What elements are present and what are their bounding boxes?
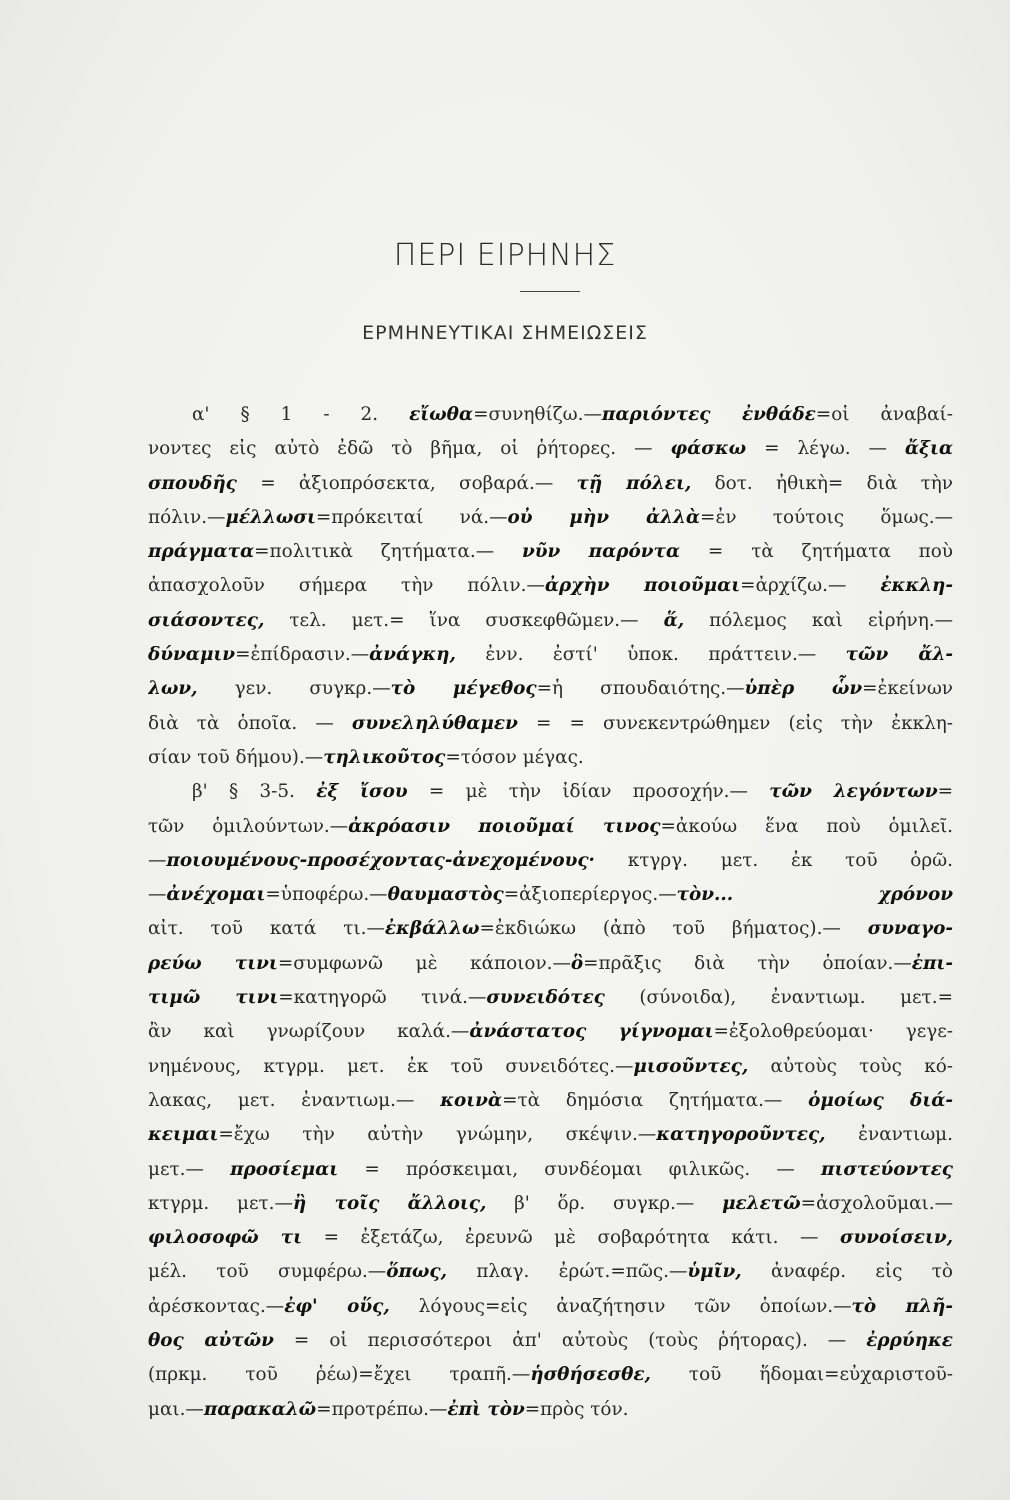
gloss-text: =οἱ ἀναβαί- <box>815 404 953 425</box>
gloss-text: κτγργ. μετ. ἐκ τοῦ ὁρῶ. <box>594 849 953 871</box>
gloss-text: α' § 1 - 2. <box>192 404 410 425</box>
gloss-text: δοτ. ἠθικὴ= διὰ τὴν <box>691 472 953 494</box>
gloss-text: =ἀρχίζω.— <box>740 575 881 597</box>
gloss-text: — <box>148 884 167 906</box>
term: συνειδότες <box>486 987 605 1009</box>
gloss-text: μετ.— <box>148 1158 231 1180</box>
term: ἀνάγκη, <box>369 644 456 666</box>
gloss-text: μαι.— <box>148 1398 204 1420</box>
gloss-text: =ἡ σπουδαιότης.— <box>536 678 745 700</box>
term: θος αὐτῶν <box>148 1330 274 1352</box>
term: προσίεμαι <box>230 1158 339 1180</box>
gloss-text: κτγρμ. μετ.— <box>148 1192 293 1214</box>
gloss-text: =ἀξιοπερίεργος.— <box>503 884 677 906</box>
gloss-text: = πρόσκειμαι, συνδέομαι φιλικῶς. — <box>338 1158 821 1180</box>
term: ποιουμένους-προσέχοντας-ἀνεχομένους· <box>166 849 595 871</box>
gloss-text: πόλεμος καὶ εἰρήνη.— <box>684 609 953 631</box>
gloss-text: ἐναντιωμ. <box>825 1124 953 1146</box>
note-line <box>148 775 953 809</box>
note-line <box>148 810 953 844</box>
gloss-text: =ἀσχολοῦμαι.— <box>800 1192 953 1214</box>
note-line <box>148 741 953 775</box>
note-line <box>148 1153 953 1187</box>
gloss-text: τοῦ ἥδομαι=εὐχαριστοῦ- <box>650 1364 953 1386</box>
gloss-text: ἀναφέρ. εἰς τὸ <box>741 1261 953 1283</box>
gloss-text: =ἀκούω ἕνα ποὺ ὁμιλεῖ. <box>660 815 953 837</box>
term: σιάσοντες, <box>148 609 265 631</box>
gloss-text: — <box>148 849 167 871</box>
term: ἅ, <box>663 609 685 631</box>
gloss-text: = λέγω. — <box>746 438 905 460</box>
gloss-text: αἰτ. τοῦ κατά τι.— <box>148 918 385 940</box>
note-line <box>148 1015 953 1049</box>
gloss-text: =πολιτικὰ ζητήματα.— <box>254 541 522 563</box>
term: τὸ πλῆ- <box>851 1295 953 1317</box>
term: συνεληλύθαμεν <box>351 712 518 734</box>
term: ἡσθήσεσθε, <box>530 1364 651 1386</box>
term: φάσκω <box>670 438 747 460</box>
term: ἐπὶ τὸν <box>447 1398 525 1420</box>
note-line <box>148 707 953 741</box>
term: ἐπι- <box>911 952 953 974</box>
term: ἄξια <box>904 438 953 460</box>
title-rule <box>520 291 580 292</box>
gloss-text: πλαγ. ἐρώτ.=πῶς.— <box>447 1261 688 1283</box>
gloss-text: ἀπασχολοῦν σήμερα τὴν πόλιν.— <box>148 575 545 597</box>
term: μέλλωσι <box>225 506 316 528</box>
term: ἐρρύηκε <box>866 1330 953 1352</box>
gloss-text: σίαν τοῦ δήμου).— <box>148 746 324 768</box>
gloss-text: τῶν ὁμιλούντων.— <box>148 815 349 837</box>
term: παρακαλῶ <box>203 1398 317 1420</box>
note-line <box>148 398 953 432</box>
note-line <box>148 535 953 569</box>
page-title: ΠΕΡΙ ΕΙΡΗΝΗΣ <box>393 238 617 273</box>
term: ἀκρόασιν ποιοῦμαί τινος <box>348 815 661 837</box>
term: πράγματα <box>148 541 255 563</box>
note-line <box>148 1050 953 1084</box>
gloss-text: λακας, μετ. ἐναντιωμ.— <box>148 1089 441 1111</box>
gloss-text: ἐνν. ἐστί' ὑποκ. πράττειν.— <box>455 644 846 666</box>
gloss-text: =συνηθίζω.— <box>473 404 602 425</box>
gloss-text: =ἐπίδρασιν.— <box>235 644 370 666</box>
note-line <box>148 1221 953 1255</box>
gloss-text: = μὲ τὴν ἰδίαν προσοχήν.— <box>407 781 770 803</box>
gloss-text: = οἱ περισσότεροι ἀπ' αὐτοὺς (τοὺς ῥήτορας). — <box>273 1330 867 1352</box>
term: ἢ τοῖς ἄλλοις, <box>292 1192 487 1214</box>
term: τιμῶ τινι <box>148 987 279 1009</box>
term: νῦν παρόντα <box>521 541 681 563</box>
term: οὐ μὴν ἀλλὰ <box>507 506 701 528</box>
gloss-text: =πρᾶξις διὰ τὴν ὁποίαν.— <box>583 952 912 974</box>
term: ἀνάστατος γίγνομαι <box>469 1021 714 1043</box>
note-line <box>148 1324 953 1358</box>
term: δύναμιν <box>148 644 236 666</box>
term: συνοίσειν, <box>839 1227 953 1249</box>
gloss-text: γεν. συγκρ.— <box>197 678 391 700</box>
term: μελετῶ <box>722 1192 801 1214</box>
note-line <box>148 1358 953 1392</box>
gloss-text: νοντες εἰς αὐτὸ ἐδῶ τὸ βῆμα, οἱ ῥήτορες. — <box>148 438 671 460</box>
gloss-text: τελ. μετ.= ἵνα συσκεφθῶμεν.— <box>264 609 664 631</box>
gloss-text: = ἐξετάζω, ἐρευνῶ μὲ σοβαρότητα κάτι. — <box>302 1227 840 1249</box>
term: ἀνέχομαι <box>166 884 266 906</box>
note-line <box>148 672 953 706</box>
notes-body <box>148 398 953 1427</box>
gloss-text: ἂν καὶ γνωρίζουν καλά.— <box>148 1021 470 1043</box>
note-line <box>148 569 953 603</box>
gloss-text: ἀρέσκοντας.— <box>148 1295 285 1317</box>
term: ὑπὲρ ὧν <box>744 678 863 700</box>
term: ὁμοίως διά- <box>808 1089 953 1111</box>
note-line <box>148 1118 953 1152</box>
gloss-text: =προτρέπω.— <box>316 1398 448 1420</box>
gloss-text: β' ὅρ. συγκρ.— <box>486 1192 723 1214</box>
gloss-text: =ἔχω τὴν αὐτὴν γνώμην, σκέψιν.— <box>218 1124 657 1146</box>
gloss-text: =ἐκδιώκω (ἀπὸ τοῦ βήματος).— <box>479 918 868 940</box>
term: θαυμαστὸς <box>387 884 504 906</box>
gloss-text: = <box>937 781 953 803</box>
gloss-text: (πρκμ. τοῦ ῥέω)=ἔχει τραπῆ.— <box>148 1364 531 1386</box>
gloss-text: =ὑποφέρω.— <box>265 884 388 906</box>
term: σπουδῆς <box>148 472 237 494</box>
term: τῶν λεγόντων <box>769 781 938 803</box>
term: φιλοσοφῶ τι <box>148 1227 303 1249</box>
gloss-text: (σύνοιδα), ἐναντιωμ. μετ.= <box>604 987 953 1009</box>
gloss-text: αὐτοὺς τοὺς κό- <box>748 1055 953 1077</box>
note-line <box>148 878 953 912</box>
term: κοινὰ <box>440 1089 503 1111</box>
term: συναγο- <box>867 918 953 940</box>
note-line <box>148 1290 953 1324</box>
note-line <box>148 912 953 946</box>
term: τὸν... χρόνον <box>676 884 953 906</box>
gloss-text: =τὰ δημόσια ζητήματα.— <box>502 1089 809 1111</box>
term: τῶν ἄλ- <box>845 644 953 666</box>
term: ἐφ' οὕς, <box>284 1295 390 1317</box>
term: ἀρχὴν ποιοῦμαι <box>544 575 741 597</box>
gloss-text: =πρόκειταί νά.— <box>315 506 508 528</box>
term: εἴωθα <box>409 404 474 425</box>
note-line <box>148 604 953 638</box>
note-line <box>148 432 953 466</box>
term: ἐκκλη- <box>880 575 953 597</box>
gloss-text: =τόσον μέγας. <box>445 746 584 768</box>
gloss-text: =κατηγορῶ τινά.— <box>278 987 487 1009</box>
gloss-text: =πρὸς τόν. <box>524 1398 629 1420</box>
note-line <box>148 467 953 501</box>
term: παριόντες ἐνθάδε <box>601 404 816 425</box>
term: κειμαι <box>148 1124 219 1146</box>
term: μισοῦντες, <box>633 1055 749 1077</box>
note-line <box>148 981 953 1015</box>
note-line <box>148 638 953 672</box>
page-subtitle: ΕΡΜΗΝΕΥΤΙΚΑΙ ΣΗΜΕΙΩΣΕΙΣ <box>362 322 648 344</box>
note-line <box>148 1187 953 1221</box>
gloss-text: = = συνεκεντρώθημεν (εἰς τὴν ἐκκλη- <box>517 712 953 734</box>
gloss-text: νημένους, κτγρμ. μετ. ἐκ τοῦ συνειδότες.— <box>148 1055 634 1077</box>
gloss-text: =ἐν τούτοις ὅμως.— <box>700 506 953 528</box>
gloss-text: =ἐξολοθρεύομαι· γεγε- <box>713 1021 953 1043</box>
term: τηλικοῦτος <box>323 746 446 768</box>
gloss-text: πόλιν.— <box>148 506 226 528</box>
term: τῇ πόλει, <box>576 472 692 494</box>
term: τὸ μέγεθος <box>390 678 537 700</box>
term: ὃ <box>570 952 584 974</box>
note-line <box>148 947 953 981</box>
gloss-text: μέλ. τοῦ συμφέρω.— <box>148 1261 387 1283</box>
gloss-text: = ἀξιοπρόσεκτα, σοβαρά.— <box>236 472 577 494</box>
gloss-text: =συμφωνῶ μὲ κάποιον.— <box>277 952 571 974</box>
term: ὑμῖν, <box>687 1261 742 1283</box>
term: πιστεύοντες <box>820 1158 953 1180</box>
term: ὅπως, <box>386 1261 448 1283</box>
gloss-text: λόγους=εἰς ἀναζήτησιν τῶν ὁποίων.— <box>389 1295 852 1317</box>
note-line <box>148 1084 953 1118</box>
term: λων, <box>148 678 198 700</box>
term: ἐξ ἴσου <box>316 781 408 803</box>
note-line <box>148 1255 953 1289</box>
gloss-text: = τὰ ζητήματα ποὺ <box>680 541 953 563</box>
term: ἐκβάλλω <box>384 918 480 940</box>
note-line <box>148 501 953 535</box>
note-line <box>148 1393 953 1427</box>
note-line <box>148 844 953 878</box>
term: ρεύω τινι <box>148 952 278 974</box>
gloss-text: διὰ τὰ ὁποῖα. — <box>148 712 352 734</box>
gloss-text: β' § 3-5. <box>192 781 317 803</box>
term: κατηγοροῦντες, <box>656 1124 826 1146</box>
gloss-text: =ἐκείνων <box>862 678 953 700</box>
